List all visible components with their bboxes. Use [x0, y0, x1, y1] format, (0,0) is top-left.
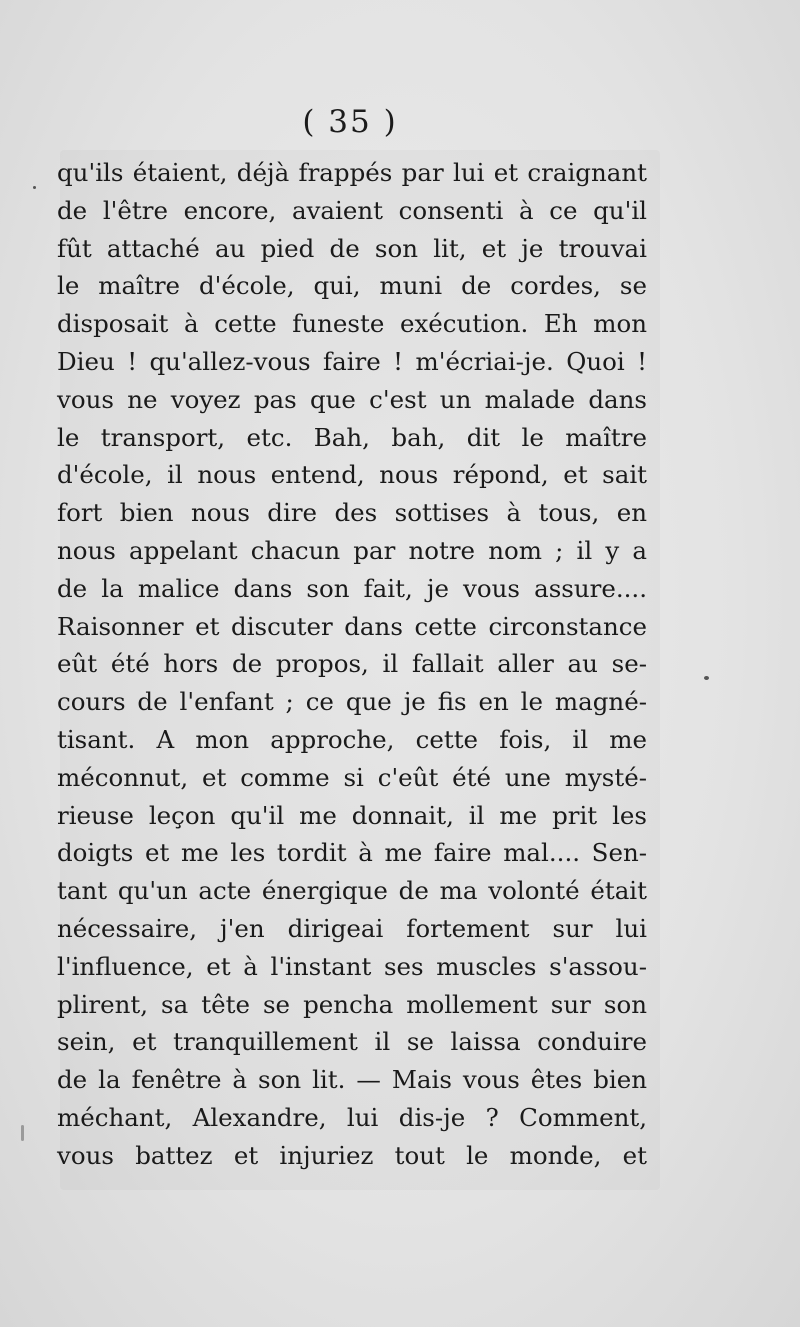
paper-speck: [33, 186, 36, 189]
text-line: disposait à cette funeste exécution. Eh mon: [57, 309, 647, 339]
text-line: Raisonner et discuter dans cette circonstance: [57, 611, 647, 641]
text-line: méconnut, et comme si c'eût été une mysté-: [57, 762, 647, 792]
text-line: qu'ils étaient, déjà frappés par lui et craignant: [57, 158, 647, 187]
text-line: de l'être encore, avaient consenti à ce qu'il: [57, 195, 647, 225]
text-line: de la fenêtre à son lit. — Mais vous êtes bien: [57, 1065, 647, 1095]
text-line: vous battez et injuriez tout le monde, et: [57, 1140, 647, 1170]
text-line: doigts et me les tordit à me faire mal.... Sen-: [57, 838, 647, 868]
text-line: rieuse leçon qu'il me donnait, il me prit les: [57, 800, 647, 830]
text-line: tisant. A mon approche, cette fois, il me: [57, 724, 647, 754]
text-line: Dieu ! qu'allez-vous faire ! m'écriai-je. Quoi !: [57, 346, 647, 376]
text-line: plirent, sa tête se pencha mollement sur son: [57, 989, 647, 1019]
text-line: sein, et tranquillement il se laissa conduire: [57, 1027, 647, 1057]
text-line: l'influence, et à l'instant ses muscles s'assou-: [57, 951, 647, 981]
text-line: fût attaché au pied de son lit, et je trouvai: [57, 233, 647, 263]
page-number: ( 35 ): [302, 104, 398, 140]
text-line: fort bien nous dire des sottises à tous, en: [57, 498, 647, 528]
text-line: nécessaire, j'en dirigeai fortement sur lui: [57, 913, 647, 943]
text-line: nous appelant chacun par notre nom ; il y a: [57, 535, 647, 565]
paper-speck: [21, 1125, 24, 1141]
text-line: cours de l'enfant ; ce que je fis en le magné-: [57, 687, 647, 717]
text-line: tant qu'un acte énergique de ma volonté était: [57, 876, 647, 906]
text-line: le transport, etc. Bah, bah, dit le maître: [57, 422, 647, 452]
text-line: vous ne voyez pas que c'est un malade dans: [57, 384, 647, 414]
text-line: eût été hors de propos, il fallait aller au se-: [57, 649, 647, 679]
text-line: le maître d'école, qui, muni de cordes, se: [57, 271, 647, 301]
text-line: d'école, il nous entend, nous répond, et sait: [57, 460, 647, 490]
paper-speck: [704, 676, 709, 680]
body-text: [57, 154, 647, 1175]
text-line: de la malice dans son fait, je vous assure....: [57, 573, 647, 603]
text-line: méchant, Alexandre, lui dis-je ? Comment,: [57, 1102, 647, 1132]
